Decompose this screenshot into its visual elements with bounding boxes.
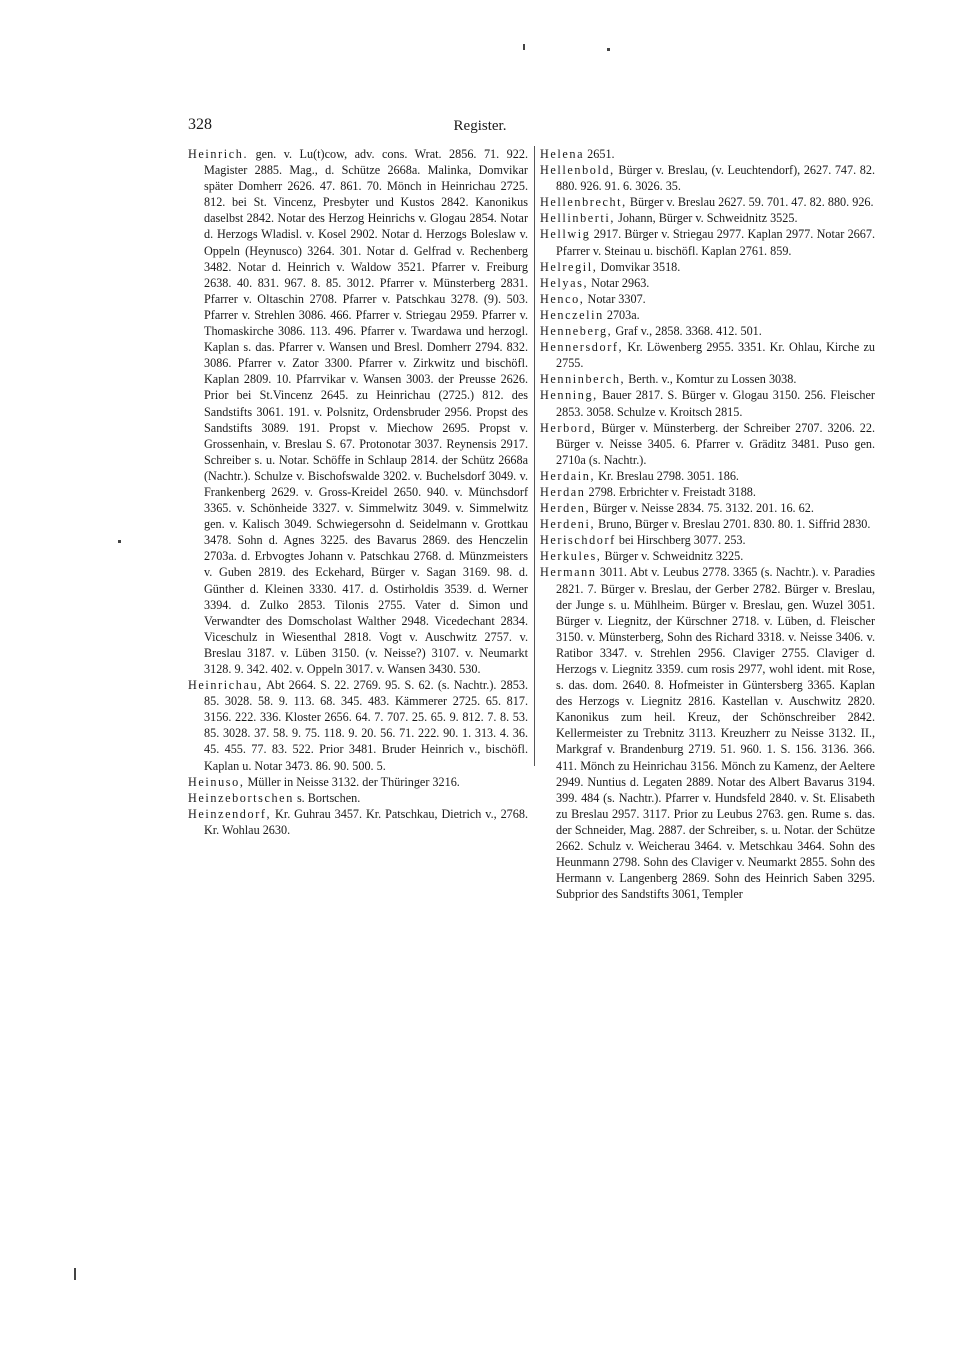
entry-headword: Herkules, — [540, 549, 602, 564]
entry-text: Graf v., 2858. 3368. 412. 501. — [612, 324, 762, 339]
entry-headword: Helregil, — [540, 259, 598, 274]
index-entry — [188, 790, 528, 806]
index-entry — [540, 210, 875, 226]
entry-headword: Henczelin — [540, 307, 604, 322]
entry-headword: Henneberg, — [540, 324, 613, 339]
entry-text: bei Hirschberg 3077. 253. — [615, 533, 746, 548]
scan-speck — [118, 540, 121, 543]
right-column — [540, 146, 875, 902]
scan-speck — [74, 1268, 76, 1280]
entry-headword: Herbord, — [540, 420, 597, 435]
index-entry — [540, 275, 875, 291]
entry-headword: Hellenbrecht, — [540, 195, 627, 210]
index-entry — [540, 291, 875, 307]
index-entry — [540, 194, 875, 210]
index-entry — [188, 774, 528, 790]
entry-headword: Heinrichau, — [188, 678, 263, 693]
index-entry — [540, 323, 875, 339]
entry-text: Notar 3307. — [584, 291, 646, 306]
entry-headword: Herdain, — [540, 468, 596, 483]
index-entry — [540, 339, 875, 371]
entry-headword: Henning, — [540, 388, 598, 403]
entry-text: Bürger v. Breslau, (v. Leuchtendorf), 2627. 747. 82. 880. 926. 91. 6. 3026. 35. — [556, 163, 875, 194]
entry-text: Bruno, Bürger v. Breslau 2701. 830. 80. 1. Siffrid 2830. — [595, 517, 871, 532]
entry-headword: Hermann — [540, 565, 597, 580]
index-entry — [540, 307, 875, 323]
entry-text: Abt 2664. S. 22. 2769. 95. S. 62. (s. Nachtr.). 2853. 85. 3028. 58. 9. 113. 68. 345. 483. Kämmerer 2725. 65. 817. 3156. 222. 336. Kloster 2656. 64. 7. 707. 25. 65. 9. 812. 7. 8. 53. 85. 3028. 37. 58. 9. 75. 118. 9. 20. 56. 71. 222. 90. 1. 313. 4. 36. 45. 455. 77. 83. 522. Prior 3481. Bruder Heinrich v., bischöfl. Kaplan u. Notar 3473. 86. 90. 500. 5. — [204, 678, 528, 773]
entry-headword: Helyas, — [540, 275, 589, 290]
index-entry — [540, 226, 875, 258]
index-entry — [540, 484, 875, 500]
index-entry — [540, 146, 875, 162]
entry-text: Bürger v. Schweidnitz 3225. — [601, 549, 744, 564]
index-entry — [188, 146, 528, 677]
entry-headword: Hennersdorf, — [540, 340, 624, 355]
entry-text: 2917. Bürger v. Striegau 2977. Kaplan 2977. Notar 2667. Pfarrer v. Steinau u. bischöfl. Kaplan 2761. 859. — [556, 227, 875, 258]
index-entry — [540, 564, 875, 902]
entry-headword: Hellenbold, — [540, 163, 615, 178]
entry-text: Bürger v. Breslau 2627. 59. 701. 47. 82. 880. 926. — [626, 195, 874, 210]
index-entry — [188, 806, 528, 838]
index-entry — [540, 468, 875, 484]
entry-text: s. Bortschen. — [293, 790, 361, 805]
entry-text: 2703a. — [603, 307, 640, 322]
entry-headword: Heinzebortschen — [188, 790, 294, 805]
index-entry — [188, 677, 528, 774]
entry-text: Bürger v. Neisse 2834. 75. 3132. 201. 16. 62. — [590, 501, 814, 516]
left-column — [188, 146, 528, 838]
index-entry — [540, 532, 875, 548]
index-entry — [540, 259, 875, 275]
entry-headword: Henninberch, — [540, 372, 626, 387]
entry-headword: Henco, — [540, 291, 585, 306]
entry-text: Johann, Bürger v. Schweidnitz 3525. — [615, 211, 798, 226]
entry-headword: Herden, — [540, 501, 591, 516]
entry-text: 3011. Abt v. Leubus 2778. 3365 (s. Nachtr.). v. Paradies 2821. 7. Bürger v. Breslau, der Gerber 2782. Bürger v. Breslau, der Junge s. u. Mühlheim. Bürger v. Breslau, gen. Wuzel 3051. Bürger v. Liegnitz, der Kürschner 2718. v. Lüben, d. Fleischer 3150. v. Münsterberg, Sohn des Richard 3318. v. Neisse 3406. v. Ratibor 3347. v. Strehlen 2956. Claviger 2755. Claviger d. Herzogs v. Liegnitz 3359. cum rosis 2977, wohl ident. mit Rose, s. das. dom. 2640. 8. Hofmeister in Güntersberg 3365. Kaplan des Herzogs v. Liegnitz 2816. Kastellan v. Auschwitz 2820. Kanonikus zum heil. Kreuz, der Schönschreiber 2842. Kellermeister zu Trebnitz 3113. Kreuzherr zu Neisse 3132. II., Markgraf v. Brandenburg 2719. 51. 960. 1. S. 156. 3136. 366. 411. Mönch zu Heinrichau 3156. Mönch zu Kamenz, der Aeltere 2949. Nuntius d. Legaten 2889. Notar des Albert Bavarus 3194. 399. 484 (s. Nachtr.). Pfarrer v. Hundsfeld 2840. v. St. Elisabeth zu Breslau 2957. 3117. Prior zu Leubus 2763. gen. Rume s. das. der Schneider, Mag. 2887. der Schreiber, s. u. Notar. der Schütze 2662. Schulz v. Weicherau 3464. v. Metschkau 3464. Sohn des Heunmann 2798. Sohn des Claviger v. Neumarkt 2855. Sohn des Hermann v. Langenberg 2869. Sohn des Heinrich Saben 3295. Subprior des Sandstifts 3061, Templer — [556, 565, 875, 902]
entry-headword: Heinuso, — [188, 774, 245, 789]
running-head: Register. — [453, 118, 507, 134]
entry-headword: Hellwig — [540, 227, 591, 242]
entry-text: Berth. v., Komtur zu Lossen 3038. — [625, 372, 797, 387]
entry-text: Bürger v. Münsterberg. der Schreiber 2707. 3206. 22. Bürger v. Neisse 3405. 6. Pfarrer v. Gräditz 3481. Puso gen. 2710a (s. Nachtr.). — [556, 420, 875, 467]
entry-text: Kr. Breslau 2798. 3051. 186. — [595, 468, 739, 483]
entry-text: Kr. Guhrau 3457. Kr. Patschkau, Dietrich v., 2768. Kr. Wohlau 2630. — [204, 806, 528, 837]
index-entry — [540, 371, 875, 387]
index-entry — [540, 548, 875, 564]
page-number: 328 — [188, 116, 212, 133]
entry-headword: Heinzendorf, — [188, 806, 272, 821]
entry-headword: Helena — [540, 147, 585, 161]
entry-text: Bauer 2817. S. Bürger v. Glogau 3150. 256. Fleischer 2853. 3058. Schulze v. Kroitsch 2815. — [556, 388, 875, 419]
entry-headword: Herdeni, — [540, 517, 596, 532]
entry-text: 2651. — [584, 147, 615, 161]
index-entry — [540, 420, 875, 468]
entry-text: gen. v. Lu(t)cow, adv. cons. Wrat. 2856. 71. 922. Magister 2885. Mag., d. Schütze 2668a. Malinka, Domvikar später Domherr 2626. 47. 861. 70. Mönch in Heinrichau 2725. 812. bei St. Vincenz, Presbyter und Kustos 2842. Kanonikus daselbst 2842. Notar des Herzog Heinrichs v. Glogau 2854. Notar d. Herzogs Wladisl. v. Kosel 2902. Notar d. Herzogs Boleslaw v. Oppeln (Heynusco) 3264. 301. Notar d. Gelfrad v. Rechenberg 3482. Notar d. Heinrich v. Waldow 3521. Pfarrer v. Freiburg 2638. 40. 831. 967. 8. 85. 3012. Pfarrer v. Münsterberg 2831. Pfarrer v. Oltaschin 2708. Pfarrer v. Patschkau 3278. (9). 503. Pfarrer v. Strehlen 3086. 466. Pfarrer v. Striegau 2959. Pfarrer v. Thomaskirche 3086. 113. 496. Pfarrer v. Twardawa und herzogl. Kaplan s. das. Pfarrer v. Wansen und Bresl. Domherr 2794. 832. 3086. Pfarrer v. Zator 3300. Pfarrer v. Zirkwitz und bischöfl. Kaplan 2809. 10. Pfarrvikar v. Wansen 3003. der Preusse 2626. Prior bei St.Vincenz 2645. zu Heinrichau (2725.) 812. des Sandstifts 3061. 191. v. Polsnitz, Ordensbruder 2956. Propst des Sandstifts 3089. 191. Propst v. Miechow 2695. Propst v. Grossenhain, v. Breslau S. 67. Protonotar 3037. Reynensis 2917. Schreiber s. u. Notar. Schöffe in Schlaup 2814. der Schütz 2668a (Nachtr.). Schulze v. Bischofswalde 3202. v. Buchelsdorf 3049. v. Frankenberg 2629. v. Gross-Kreidel 2650. 940. v. Münchsdorf 3365. v. Schönheide 3327. v. Simmelwitz 3049. v. Simmelwitz gen. v. Kalisch 3049. Schwiegersohn d. Seidelmann v. Grottkau 3478. Sohn d. Agnes 3225. des Bavarus 2869. des Henczelin 2703a. d. Erbvogtes Johann v. Patschkau 2768. d. Münzmeisters v. Guben 2819. des Eckehard, Bürger v. Sagan 3169. 98. d. Günther d. Kleinen 3330. 417. d. Ostirholdis 3539. d. Werner 3394. d. Zulko 2853. Tilonis 2755. Vater d. Simon und Verwandter des Domscholast Walther 2948. Vicedechant 2834. Viceschulz in Wiesenthal 2818. Vogt v. Auschwitz 2757. v. Breslau 3187. v. Lüben 3150. (v. Neisse?) 3107. v. Neumarkt 3128. 9. 342. 402. v. Oppeln 3017. v. Wansen 3430. 530. — [204, 147, 528, 676]
entry-text: Müller in Neisse 3132. der Thüringer 3216. — [244, 774, 460, 789]
scan-speck — [607, 48, 610, 51]
index-entry — [540, 162, 875, 194]
entry-text: Notar 2963. — [588, 275, 650, 290]
entry-text: Kr. Löwenberg 2955. 3351. Kr. Ohlau, Kirche zu 2755. — [556, 340, 875, 371]
entry-headword: Herischdorf — [540, 533, 616, 548]
entry-headword: Herdan — [540, 484, 586, 499]
index-entry — [540, 500, 875, 516]
entry-text: Domvikar 3518. — [597, 259, 681, 274]
index-entry — [540, 516, 875, 532]
scan-speck — [523, 44, 525, 50]
column-divider — [534, 146, 535, 766]
entry-headword: Heinrich. — [188, 147, 249, 161]
entry-text: 2798. Erbrichter v. Freistadt 3188. — [585, 484, 756, 499]
entry-headword: Hellinberti, — [540, 211, 616, 226]
index-entry — [540, 387, 875, 419]
